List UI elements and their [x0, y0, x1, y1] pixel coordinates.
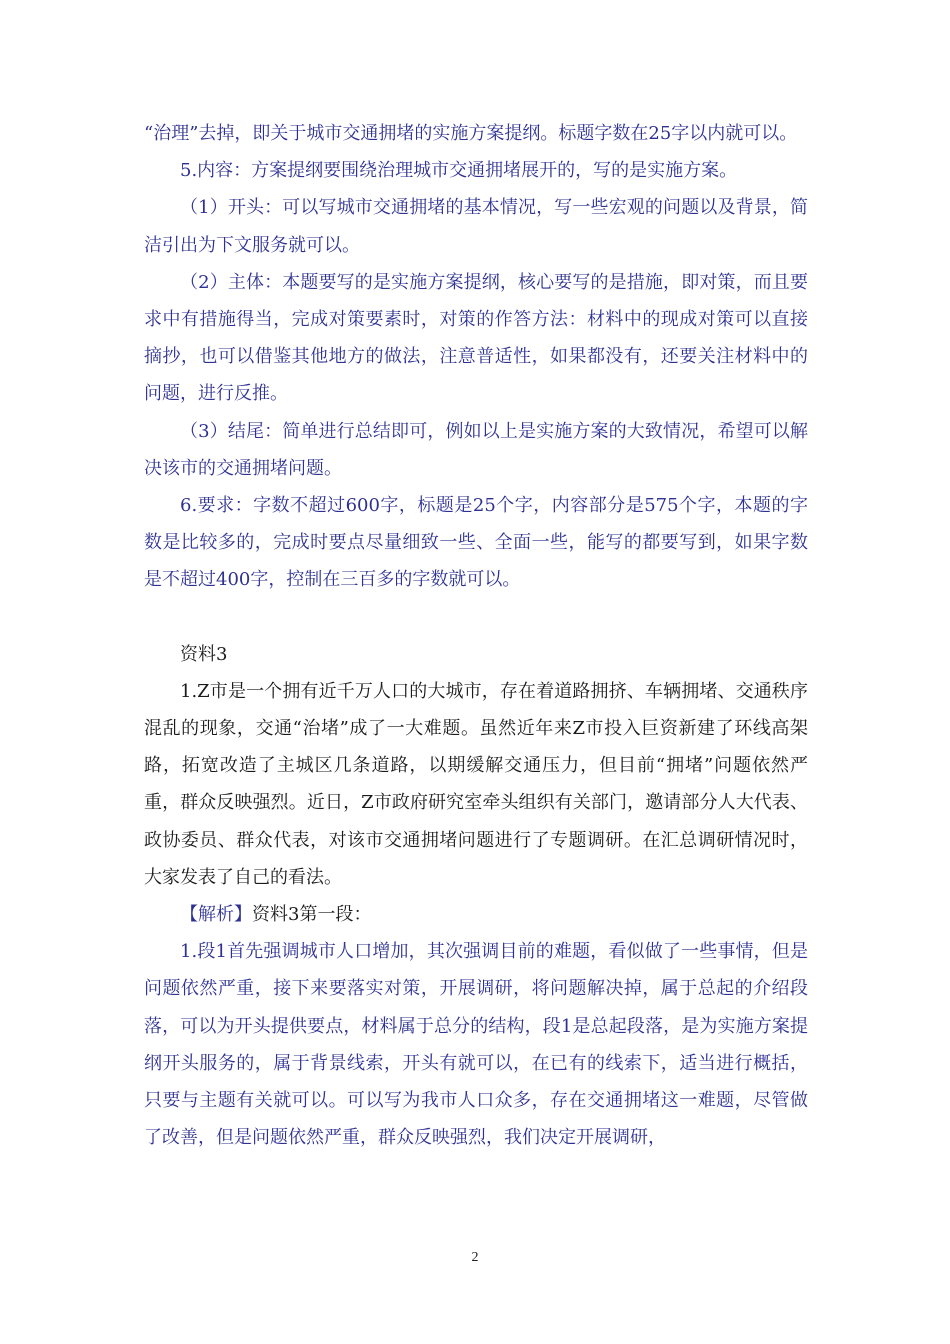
analysis-title: 资料3第一段：: [252, 904, 372, 926]
page-content: [144, 115, 808, 1156]
material-heading: 资料3: [180, 643, 228, 665]
page-number: 2: [471, 1250, 479, 1265]
paragraph-opening: （1）开头：可以写城市交通拥堵的基本情况，写一些宏观的问题以及背景，简洁引出为下文服务就可以。: [144, 197, 808, 256]
paragraph-body: （2）主体：本题要写的是实施方案提纲，核心要写的是措施，即对策，而且要求中有措施得当，完成对策要素时，对策的作答方法：材料中的现成对策可以直接摘抄，也可以借鉴其他地方的做法，注意普适性，如果都没有，还要关注材料中的问题，进行反推。: [144, 271, 808, 405]
paragraph-ending: （3）结尾：简单进行总结即可，例如以上是实施方案的大致情况，希望可以解决该市的交通拥堵问题。: [144, 420, 808, 479]
paragraph-word-limit: 6.要求：字数不超过600字，标题是25个字，内容部分是575个字，本题的字数是比较多的，完成时要点尽量细致一些、全面一些，能写的都要写到，如果字数是不超过400字，控制在三百多的字数就可以。: [144, 495, 808, 591]
paragraph-title-note: “治理”去掉，即关于城市交通拥堵的实施方案提纲。标题字数在25字以内就可以。: [144, 123, 798, 144]
paragraph-content-requirement: 5.内容：方案提纲要围绕治理城市交通拥堵展开的，写的是实施方案。: [180, 160, 738, 182]
analysis-text: 1.段1首先强调城市人口增加，其次强调目前的难题，看似做了一些事情，但是问题依然严重，接下来要落实对策，开展调研，将问题解决掉，属于总起的介绍段落，可以为开头提供要点，材料属于总分的结构，段1是总起段落，是为实施方案提纲开头服务的，属于背景线索，开头有就可以，在已有的线索下，适当进行概括，只要与主题有关就可以。可以写为我市人口众多，存在交通拥堵这一难题，尽管做了改善，但是问题依然严重，群众反映强烈，我们决定开展调研，: [144, 941, 808, 1149]
analysis-tag: 【解析】: [180, 904, 252, 926]
material-text: 1.Z市是一个拥有近千万人口的大城市，存在着道路拥挤、车辆拥堵、交通秩序混乱的现象，交通“治堵”成了一大难题。虽然近年来Z市投入巨资新建了环线高架路，拓宽改造了主城区几条道路，以期缓解交通压力，但目前“拥堵”问题依然严重，群众反映强烈。近日，Z市政府研究室牵头组织有关部门，邀请部分人大代表、政协委员、群众代表，对该市交通拥堵问题进行了专题调研。在汇总调研情况时，大家发表了自己的看法。: [144, 680, 808, 888]
blank-line: [144, 599, 808, 636]
analysis-heading: [144, 896, 808, 933]
